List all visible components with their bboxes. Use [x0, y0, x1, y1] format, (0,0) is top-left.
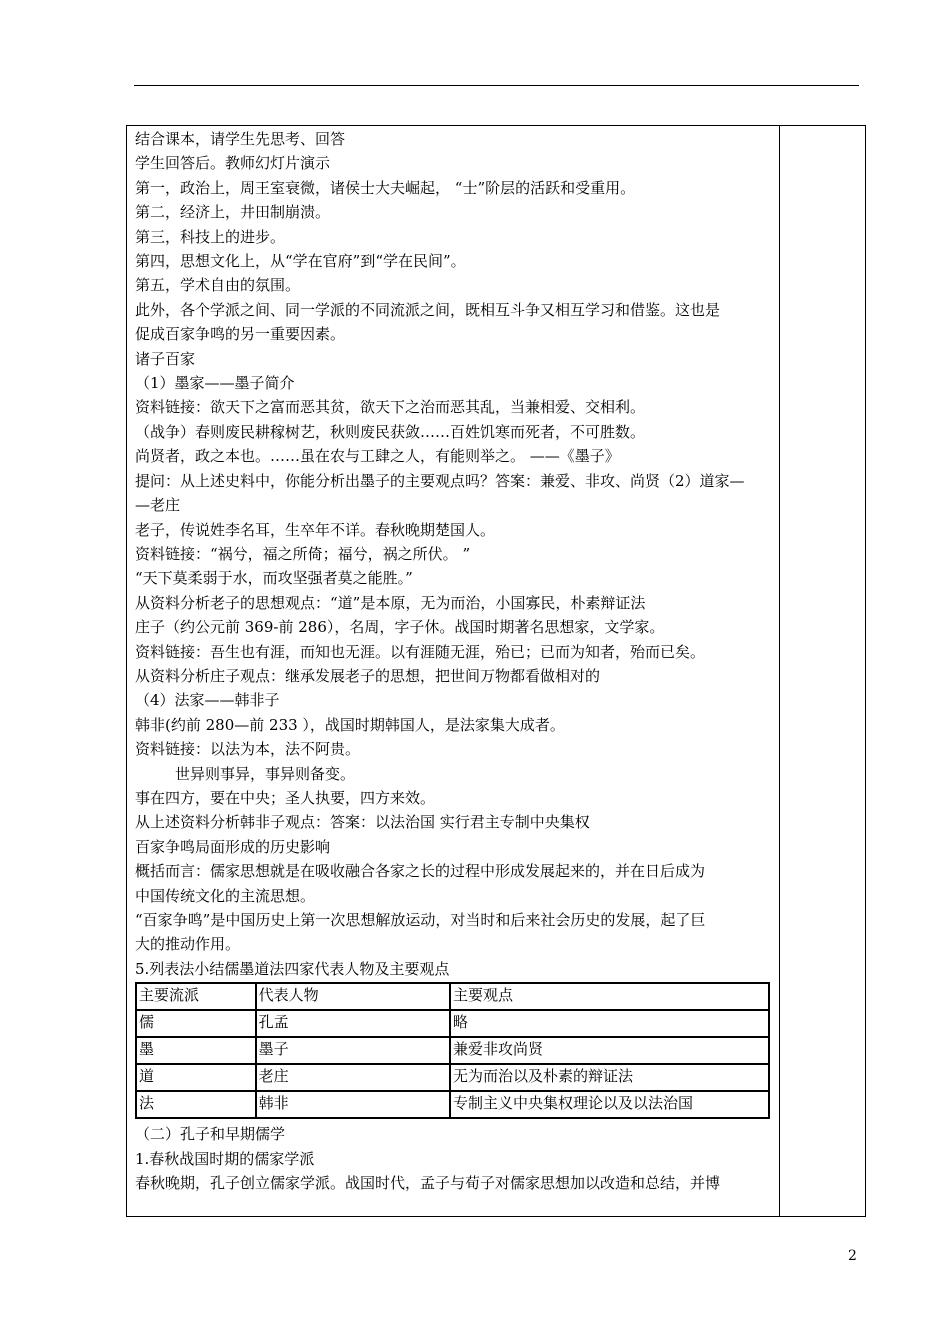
text-line: 第三，科技上的进步。	[135, 227, 286, 246]
table-row	[136, 1064, 769, 1091]
text-line: 韩非(约前 280—前 233 ），战国时期韩国人，是法家集大成者。	[135, 715, 565, 734]
table-cell: 韩非	[256, 1091, 450, 1118]
table-caption: 5.列表法小结儒墨道法四家代表人物及主要观点	[135, 959, 450, 978]
text-line: “百家争鸣”是中国历史上第一次思想解放运动，对当时和后来社会历史的发展，起了巨	[135, 911, 706, 929]
text-line: 促成百家争鸣的另一重要因素。	[135, 325, 346, 344]
header-cell-figures: 代表人物	[256, 983, 450, 1010]
table-cell: 兼爱非攻尚贤	[450, 1037, 769, 1064]
table-row	[136, 1010, 769, 1037]
table-cell: 老庄	[256, 1064, 450, 1091]
section-heading: （二）孔子和早期儒学	[135, 1125, 286, 1144]
text-line: 从资料分析老子的思想观点：“道”是本原，无为而治，小国寡民，朴素辩证法	[135, 593, 646, 612]
text-line: （4）法家——韩非子	[135, 691, 280, 710]
page-number: 2	[848, 1248, 857, 1264]
text-line: 第一，政治上，周王室衰微，诸侯士大夫崛起， “士”阶层的活跃和受重用。	[135, 178, 636, 197]
table-cell: 法	[136, 1091, 256, 1118]
text-line: 事在四方，要在中央；圣人执要，四方来效。	[135, 788, 436, 807]
lesson-content	[135, 127, 777, 1215]
table-cell: 墨	[136, 1037, 256, 1064]
text-line: 第五，学术自由的氛围。	[135, 276, 301, 295]
table-cell: 略	[450, 1010, 769, 1037]
table-row	[136, 1037, 769, 1064]
text-line: 庄子（约公元前 369-前 286），名周，字子休。战国时期著名思想家，文学家。	[135, 618, 665, 637]
text-line: 资料链接：吾生也有涯，而知也无涯。以有涯随无涯，殆已；已而为知者，殆而已矣。	[135, 642, 706, 661]
text-line: （战争）春则废民耕稼树艺，秋则废民获敛……百姓饥寒而死者，不可胜数。	[135, 422, 646, 441]
text-line: 从资料分析庄子观点：继承发展老子的思想，把世间万物都看做相对的	[135, 666, 601, 685]
text-line: 概括而言：儒家思想就是在吸收融合各家之长的过程中形成发展起来的，并在日后成为	[135, 862, 706, 881]
table-cell: 无为而治以及朴素的辩证法	[450, 1064, 769, 1091]
header-cell-school: 主要流派	[136, 983, 256, 1010]
table-cell: 儒	[136, 1010, 256, 1037]
text-line: （1）墨家——墨子简介	[135, 374, 295, 393]
text-line: 第四，思想文化上，从“学在官府”到“学在民间”。	[135, 252, 466, 271]
text-line: 大的推动作用。	[135, 935, 241, 954]
table-cell: 墨子	[256, 1037, 450, 1064]
text-line: 中国传统文化的主流思想。	[135, 886, 316, 905]
text-line: 资料链接：欲天下之富而恶其贫，欲天下之治而恶其乱，当兼相爱、交相利。	[135, 398, 646, 417]
table-header-row	[136, 983, 769, 1010]
text-line: 老子，传说姓李名耳，生卒年不详。春秋晚期楚国人。	[135, 520, 496, 539]
text-line: 从上述资料分析韩非子观点：答案：以法治国 实行君主专制中央集权	[135, 813, 590, 832]
text-line: 资料链接：“祸兮，福之所倚；福兮，祸之所伏。 ”	[135, 544, 471, 563]
table-cell: 专制主义中央集权理论以及以法治国	[450, 1091, 769, 1118]
text-line: 此外，各个学派之间、同一学派的不同流派之间，既相互斗争又相互学习和借鉴。这也是	[135, 300, 721, 319]
text-line: 结合课本，请学生先思考、回答	[135, 130, 346, 148]
text-line: —老庄	[135, 496, 181, 515]
text-line: 提问：从上述史料中，你能分析出墨子的主要观点吗？答案：兼爱、非攻、尚贤（2）道家—	[135, 471, 745, 490]
schools-summary-table	[135, 982, 770, 1119]
subsection-heading: 1.春秋战国时期的儒家学派	[135, 1149, 315, 1168]
table-row	[136, 1091, 769, 1118]
text-line: 春秋晚期，孔子创立儒家学派。战国时代，孟子与荀子对儒家思想加以改造和总结，并博	[135, 1174, 721, 1193]
section-heading: 诸子百家	[135, 349, 196, 368]
header-rule	[134, 85, 859, 86]
header-cell-views: 主要观点	[450, 983, 769, 1010]
text-line: 百家争鸣局面形成的历史影响	[135, 837, 331, 856]
text-line: 尚贤者，政之本也。……虽在农与工肆之人，有能则举之。 ——《墨子》	[135, 447, 620, 466]
text-line: 资料链接：以法为本，法不阿贵。	[135, 740, 361, 759]
text-line: 世异则事异，事异则备变。	[175, 764, 356, 783]
text-line: 学生回答后。教师幻灯片演示	[135, 154, 331, 173]
text-line: 第二，经济上，井田制崩溃。	[135, 203, 331, 222]
table-cell: 孔孟	[256, 1010, 450, 1037]
table-cell: 道	[136, 1064, 256, 1091]
text-line: “天下莫柔弱于水，而攻坚强者莫之能胜。”	[135, 569, 413, 588]
notes-column-divider	[779, 125, 780, 1217]
